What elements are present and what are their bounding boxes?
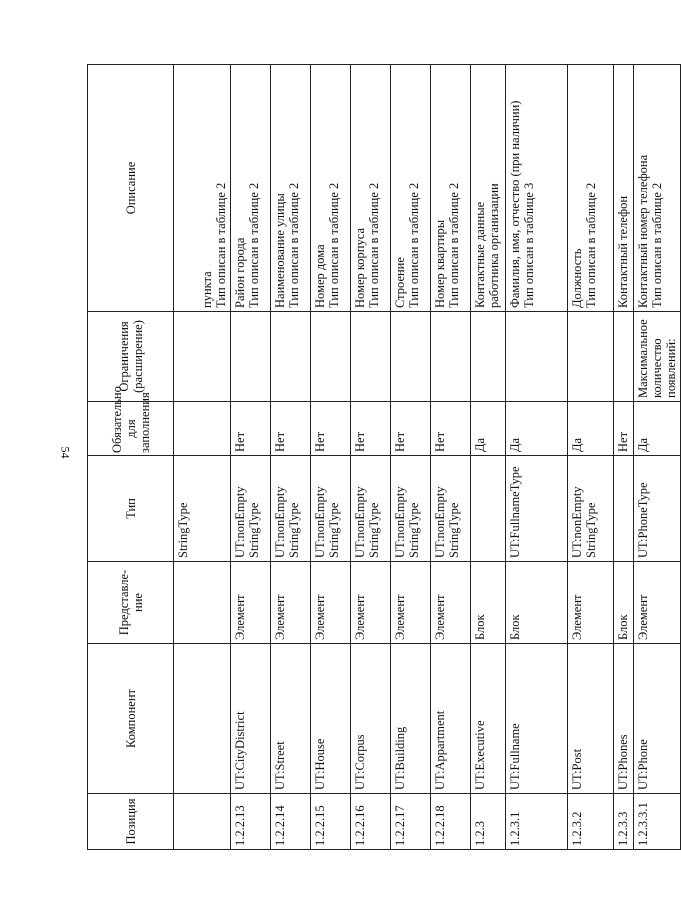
continuation-row xyxy=(174,65,231,850)
description-line: Строение xyxy=(393,257,407,308)
cell-type: UT:nonEmpty StringType xyxy=(431,456,471,562)
description-line: Должность xyxy=(570,248,584,308)
description-line: пункта xyxy=(200,271,214,308)
cell-restrictions xyxy=(311,312,351,402)
cell-position: 1.2.3 xyxy=(471,794,506,850)
description-line: Тип описан в таблице 2 xyxy=(447,182,461,308)
cell-component: UT:Corpus xyxy=(351,644,391,794)
table-row xyxy=(431,65,471,850)
cell-description xyxy=(311,65,351,312)
table-row xyxy=(271,65,311,850)
cell-description xyxy=(391,65,431,312)
cell-representation: Элемент xyxy=(634,562,681,644)
table-row xyxy=(506,65,568,850)
cell-representation: Блок xyxy=(471,562,506,644)
table-row xyxy=(634,65,681,850)
cell-component: UT:House xyxy=(311,644,351,794)
cell-restrictions xyxy=(231,312,271,402)
cell-representation: Элемент xyxy=(568,562,614,644)
cell-type: UT:PhoneType xyxy=(634,456,681,562)
header-description: Описание xyxy=(88,65,174,312)
cell-restrictions xyxy=(614,312,634,402)
description-line: Тип описан в таблице 2 xyxy=(214,182,228,308)
cell-position: 1.2.3.1 xyxy=(506,794,568,850)
cell-description xyxy=(568,65,614,312)
cell-type: UT:nonEmpty StringType xyxy=(391,456,431,562)
description-line: Район города xyxy=(233,237,247,308)
cell-description xyxy=(614,65,634,312)
header-row xyxy=(88,65,174,850)
table-container xyxy=(87,65,678,850)
header-required: Обязательно для заполнения xyxy=(88,402,174,456)
cell-required: Нет xyxy=(311,402,351,456)
cell-restrictions xyxy=(391,312,431,402)
cell-position: 1.2.2.13 xyxy=(231,794,271,850)
cell-description xyxy=(351,65,391,312)
description-line: Номер квартиры xyxy=(433,219,447,308)
description-line: Номер дома xyxy=(313,244,327,308)
cell-component: UT:Phones xyxy=(614,644,634,794)
table-body xyxy=(231,65,681,850)
cell-required: Нет xyxy=(231,402,271,456)
cell-required: Нет xyxy=(431,402,471,456)
cell-type: StringType xyxy=(174,456,231,562)
description-line: Тип описан в таблице 3 xyxy=(522,182,536,308)
table-row xyxy=(614,65,634,850)
table-row xyxy=(231,65,271,850)
spec-table xyxy=(87,64,681,850)
cell-type: UT:nonEmpty StringType xyxy=(311,456,351,562)
cell-position: 1.2.3.3.1 xyxy=(634,794,681,850)
cell-component: UT:Post xyxy=(568,644,614,794)
cell-description xyxy=(431,65,471,312)
cell-restrictions: Максимальное количество появлений: xyxy=(634,312,681,402)
cell-restrictions xyxy=(351,312,391,402)
cell-type xyxy=(614,456,634,562)
cell xyxy=(174,562,231,644)
cell-description xyxy=(174,65,231,312)
cell-position: 1.2.2.16 xyxy=(351,794,391,850)
cell-description xyxy=(634,65,681,312)
cell-type: UT:nonEmpty StringType xyxy=(351,456,391,562)
cell-description xyxy=(471,65,506,312)
cell-representation: Блок xyxy=(506,562,568,644)
description-line: работника организации xyxy=(487,183,501,308)
cell-component: UT:CityDistrict xyxy=(231,644,271,794)
description-line: Тип описан в таблице 2 xyxy=(327,182,341,308)
cell-position: 1.2.3.2 xyxy=(568,794,614,850)
description-line: Контактный телефон xyxy=(616,195,630,308)
header-component: Компонент xyxy=(88,644,174,794)
cell-required: Да xyxy=(634,402,681,456)
table-row xyxy=(471,65,506,850)
cell xyxy=(174,402,231,456)
cell-position: 1.2.2.17 xyxy=(391,794,431,850)
page-number: 54 xyxy=(58,446,73,459)
table-row xyxy=(351,65,391,850)
cell-representation: Элемент xyxy=(391,562,431,644)
cell-component: UT:Appartment xyxy=(431,644,471,794)
table-rotated xyxy=(87,65,678,850)
cell-required: Да xyxy=(568,402,614,456)
cell xyxy=(174,644,231,794)
table-row xyxy=(311,65,351,850)
description-line: Тип описан в таблице 2 xyxy=(247,182,261,308)
cell-required: Нет xyxy=(391,402,431,456)
cell-representation: Элемент xyxy=(351,562,391,644)
cell-representation: Элемент xyxy=(431,562,471,644)
cell-component: UT:Street xyxy=(271,644,311,794)
cell-restrictions xyxy=(506,312,568,402)
description-line: Контактные данные xyxy=(473,201,487,308)
cell-type: UT:FullnameType xyxy=(506,456,568,562)
header-restrictions: Ограничения (расширение) xyxy=(88,312,174,402)
description-line: Тип описан в таблице 2 xyxy=(367,182,381,308)
cell-required: Нет xyxy=(351,402,391,456)
header-type: Тип xyxy=(88,456,174,562)
cell-representation: Элемент xyxy=(271,562,311,644)
cell xyxy=(174,794,231,850)
cell-type: UT:nonEmpty StringType xyxy=(568,456,614,562)
cell-position: 1.2.2.18 xyxy=(431,794,471,850)
cell-restrictions xyxy=(431,312,471,402)
cell-representation: Элемент xyxy=(311,562,351,644)
description-line: Тип описан в таблице 2 xyxy=(584,182,598,308)
cell-representation: Элемент xyxy=(231,562,271,644)
description-line: Номер корпуса xyxy=(353,228,367,308)
cell-restrictions xyxy=(271,312,311,402)
cell-component: UT:Phone xyxy=(634,644,681,794)
table-row xyxy=(568,65,614,850)
cell-required: Да xyxy=(471,402,506,456)
cell-required: Нет xyxy=(614,402,634,456)
header-representation: Представле-ние xyxy=(88,562,174,644)
cell-type: UT:nonEmpty StringType xyxy=(271,456,311,562)
description-line: Тип описан в таблице 2 xyxy=(407,182,421,308)
header-position: Позиция xyxy=(88,794,174,850)
cell-required: Да xyxy=(506,402,568,456)
description-line: Контактный номер телефона xyxy=(636,154,650,308)
cell-restrictions xyxy=(471,312,506,402)
cell-description xyxy=(231,65,271,312)
cell-representation: Блок xyxy=(614,562,634,644)
cell-position: 1.2.2.15 xyxy=(311,794,351,850)
cell-type xyxy=(471,456,506,562)
cell-type: UT:nonEmpty StringType xyxy=(231,456,271,562)
cell xyxy=(174,312,231,402)
cell-component: UT:Fullname xyxy=(506,644,568,794)
description-line: Фамилия, имя, отчество (при наличии) xyxy=(508,100,522,308)
description-line: Тип описан в таблице 2 xyxy=(650,182,664,308)
cell-component: UT:Executive xyxy=(471,644,506,794)
cell-position: 1.2.3.3 xyxy=(614,794,634,850)
cell-description xyxy=(271,65,311,312)
description-line: Наименование улицы xyxy=(273,193,287,308)
description-line: Тип описан в таблице 2 xyxy=(287,182,301,308)
cell-restrictions xyxy=(568,312,614,402)
cell-component: UT:Building xyxy=(391,644,431,794)
cell-description xyxy=(506,65,568,312)
cell-position: 1.2.2.14 xyxy=(271,794,311,850)
cell-required: Нет xyxy=(271,402,311,456)
table-row xyxy=(391,65,431,850)
